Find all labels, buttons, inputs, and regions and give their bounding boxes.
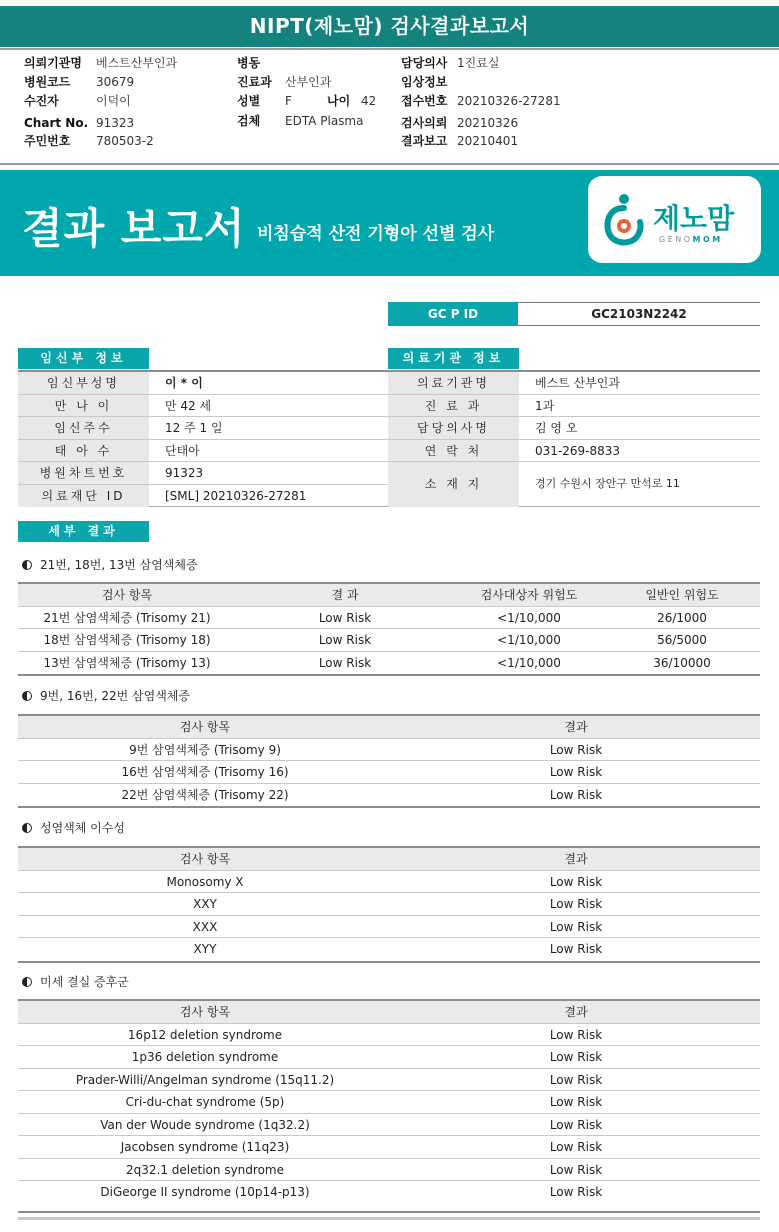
table-row bbox=[18, 1136, 760, 1159]
sex-value: F bbox=[285, 94, 292, 108]
chart-number-label: 병원차트번호 bbox=[18, 462, 149, 484]
test-result: Low Risk bbox=[549, 874, 603, 889]
table-row bbox=[18, 739, 760, 762]
col-header-item: 검사 항목 bbox=[179, 720, 231, 734]
header-divider-bottom bbox=[0, 163, 779, 165]
test-item: 16p12 deletion syndrome bbox=[127, 1027, 283, 1042]
clinic-info-table bbox=[388, 370, 760, 507]
general-risk: 36/10000 bbox=[653, 655, 711, 670]
hospital-code-label: 병원코드 bbox=[24, 75, 71, 89]
gc-id-box bbox=[388, 302, 760, 326]
table-header-row bbox=[18, 584, 760, 607]
patient-info-row bbox=[18, 485, 388, 508]
foundation-id-value: [SML] 20210326-27281 bbox=[165, 488, 307, 503]
section2-heading bbox=[22, 687, 190, 704]
test-result: Low Risk bbox=[549, 787, 603, 802]
sex-label: 성별 bbox=[237, 94, 261, 108]
header-info bbox=[24, 54, 764, 150]
banner-subtitle: 비침습적 산전 기형아 선별 검사 bbox=[257, 224, 495, 244]
clinic-contact-value: 031-269-8833 bbox=[535, 443, 621, 458]
test-result: Low Risk bbox=[318, 633, 372, 647]
gestation-value: 12 주 1 일 bbox=[165, 421, 223, 435]
patient-info-row bbox=[18, 372, 388, 395]
col-header-result: 결과 bbox=[564, 1005, 588, 1019]
clinic-contact-label: 연 락 처 bbox=[388, 440, 519, 462]
table-header-row bbox=[18, 716, 760, 739]
reception-no-value: 20210326-27281 bbox=[457, 94, 561, 108]
table-row bbox=[18, 1114, 760, 1137]
test-item: 16번 삼염색체증 (Trisomy 16) bbox=[121, 765, 289, 779]
patient-info-table bbox=[18, 370, 388, 507]
test-result: Low Risk bbox=[549, 1027, 603, 1042]
section3-table bbox=[18, 846, 760, 963]
patient-name-label: 임신부성명 bbox=[18, 372, 149, 394]
test-result: Low Risk bbox=[549, 1050, 603, 1064]
col-header-result: 결과 bbox=[564, 852, 588, 866]
clinic-doctor-value: 김 영 오 bbox=[535, 421, 578, 435]
section2-title: 9번, 16번, 22번 삼염색체증 bbox=[40, 689, 190, 703]
table-row bbox=[18, 784, 760, 807]
test-result: Low Risk bbox=[318, 610, 372, 625]
test-item: 18번 삼염색체증 (Trisomy 18) bbox=[43, 633, 211, 647]
chart-no-value: 91323 bbox=[96, 116, 135, 130]
patient-age-label: 만 나 이 bbox=[18, 395, 149, 417]
clinic-info-row bbox=[388, 440, 760, 463]
half-circle-icon bbox=[22, 977, 32, 987]
specimen-label: 검체 bbox=[237, 114, 261, 128]
test-item: Van der Woude syndrome (1q32.2) bbox=[100, 1117, 310, 1132]
patient-info-row bbox=[18, 395, 388, 418]
test-item: 21번 삼염색체증 (Trisomy 21) bbox=[43, 610, 211, 625]
test-result: Low Risk bbox=[549, 897, 603, 911]
test-item: 13번 삼염색체증 (Trisomy 13) bbox=[43, 655, 211, 670]
clinic-info-row bbox=[388, 462, 760, 507]
test-item: XYY bbox=[193, 942, 217, 956]
test-result: Low Risk bbox=[549, 1162, 603, 1177]
fetus-count-label: 태 아 수 bbox=[18, 440, 149, 462]
clinic-dept-value: 1과 bbox=[535, 398, 555, 413]
genomom-logo-icon bbox=[604, 190, 644, 246]
subject-risk: <1/10,000 bbox=[497, 610, 561, 625]
table-row bbox=[18, 1091, 760, 1114]
section3-heading bbox=[22, 819, 125, 836]
resident-no-label: 주민번호 bbox=[24, 134, 71, 148]
table-row bbox=[18, 1069, 760, 1092]
department-label: 진료과 bbox=[237, 75, 272, 89]
section3-title: 성염색체 이수성 bbox=[40, 821, 125, 835]
table-row bbox=[18, 1024, 760, 1047]
doctor-value: 1진료실 bbox=[457, 56, 500, 70]
col-header-result: 결 과 bbox=[331, 588, 359, 602]
hospital-value: 베스트산부인과 bbox=[96, 56, 178, 70]
col-header-item: 검사 항목 bbox=[101, 588, 153, 602]
test-item: 9번 삼염색체증 (Trisomy 9) bbox=[129, 742, 281, 757]
test-item: 22번 삼염색체증 (Trisomy 22) bbox=[121, 787, 289, 802]
half-circle-icon bbox=[22, 560, 32, 570]
test-result: Low Risk bbox=[549, 742, 603, 757]
clinic-address-label: 소 재 지 bbox=[388, 462, 519, 507]
chart-number-value: 91323 bbox=[165, 466, 204, 480]
header-divider-top bbox=[0, 48, 779, 50]
clinic-info-tab: 의료기관 정보 bbox=[388, 348, 519, 369]
section1-title: 21번, 18번, 13번 삼염색체증 bbox=[40, 558, 198, 572]
test-result: Low Risk bbox=[549, 1072, 603, 1087]
hospital-code-value: 30679 bbox=[96, 75, 135, 89]
clinic-name-label: 의료기관명 bbox=[388, 372, 519, 394]
patient-label: 수진자 bbox=[24, 94, 59, 108]
test-item: Prader-Willi/Angelman syndrome (15q11.2) bbox=[75, 1072, 335, 1087]
gc-id-label: GC P ID bbox=[388, 302, 518, 326]
table-header-row bbox=[18, 1001, 760, 1024]
col-header-result: 결과 bbox=[564, 720, 588, 734]
request-date-label: 검사의뢰 bbox=[401, 116, 448, 130]
department-value: 산부인과 bbox=[285, 75, 332, 89]
subject-risk: <1/10,000 bbox=[497, 655, 561, 670]
section1-table bbox=[18, 582, 760, 676]
clinic-doctor-label: 담당의사명 bbox=[388, 417, 519, 439]
table-row bbox=[18, 761, 760, 784]
fetus-count-value: 단태아 bbox=[165, 443, 200, 458]
test-item: Cri-du-chat syndrome (5p) bbox=[125, 1095, 285, 1109]
clinic-info-row bbox=[388, 417, 760, 440]
table-header-row bbox=[18, 848, 760, 871]
patient-name-value: 이 * 이 bbox=[165, 376, 203, 390]
test-item: XXX bbox=[192, 919, 218, 934]
logo-subtext bbox=[659, 235, 723, 244]
section4-heading bbox=[22, 973, 129, 990]
table-row bbox=[18, 607, 760, 630]
test-result: Low Risk bbox=[549, 919, 603, 934]
section1-heading bbox=[22, 556, 198, 573]
half-circle-icon bbox=[22, 823, 32, 833]
table-row bbox=[18, 1181, 760, 1204]
gestation-label: 임신주수 bbox=[18, 417, 149, 439]
section4-title: 미세 결실 증후군 bbox=[40, 975, 129, 989]
general-risk: 56/5000 bbox=[657, 633, 707, 647]
test-result: Low Risk bbox=[549, 942, 603, 956]
col-header-item: 검사 항목 bbox=[179, 852, 231, 866]
clinic-info-row bbox=[388, 372, 760, 395]
col-header-subject-risk: 검사대상자 위험도 bbox=[480, 588, 578, 602]
reception-no-label: 접수번호 bbox=[401, 94, 448, 108]
test-result: Low Risk bbox=[549, 1095, 603, 1109]
specimen-value: EDTA Plasma bbox=[285, 114, 364, 128]
table-row bbox=[18, 871, 760, 894]
ward-label: 병동 bbox=[237, 56, 261, 70]
general-risk: 26/1000 bbox=[657, 610, 707, 625]
test-item: 2q32.1 deletion syndrome bbox=[126, 1162, 284, 1177]
table-row bbox=[18, 938, 760, 961]
page-footer-bar bbox=[18, 1217, 760, 1220]
clinic-name-value: 베스트 산부인과 bbox=[535, 376, 620, 390]
table-row bbox=[18, 1159, 760, 1182]
chart-no-label: Chart No. bbox=[24, 116, 89, 130]
logo-sub-geno: GENO bbox=[659, 235, 693, 244]
table-row bbox=[18, 893, 760, 916]
table-row bbox=[18, 652, 760, 675]
patient-info-row bbox=[18, 440, 388, 463]
patient-info-row bbox=[18, 417, 388, 440]
report-title: NIPT(제노맘) 검사결과보고서 bbox=[0, 6, 779, 47]
test-item: 1p36 deletion syndrome bbox=[131, 1050, 279, 1064]
table-row bbox=[18, 916, 760, 939]
request-date-value: 20210326 bbox=[457, 116, 519, 130]
test-item: Monosomy X bbox=[166, 874, 244, 889]
logo-sub-mom: MOM bbox=[692, 235, 723, 244]
details-tab: 세부 결과 bbox=[18, 521, 149, 542]
subject-risk: <1/10,000 bbox=[497, 633, 561, 647]
logo-wordmark: 제노맘 bbox=[653, 202, 735, 235]
test-item: DiGeorge II syndrome (10p14-p13) bbox=[100, 1185, 310, 1199]
table-bottom-border bbox=[18, 1211, 760, 1213]
patient-value: 이덕이 bbox=[96, 94, 131, 108]
hospital-label: 의뢰기관명 bbox=[24, 56, 82, 70]
age-value: 42 bbox=[361, 94, 377, 108]
table-row bbox=[18, 629, 760, 652]
doctor-label: 담당의사 bbox=[401, 56, 448, 70]
clinic-address-value: 경기 수원시 장안구 만석로 11 bbox=[535, 477, 680, 490]
test-result: Low Risk bbox=[549, 765, 603, 779]
foundation-id-label: 의료재단 ID bbox=[18, 485, 149, 508]
gc-id-value: GC2103N2242 bbox=[518, 302, 760, 326]
half-circle-icon bbox=[22, 691, 32, 701]
test-item: XXY bbox=[193, 897, 217, 911]
clinic-dept-label: 진 료 과 bbox=[388, 395, 519, 417]
section2-table bbox=[18, 714, 760, 808]
report-date-label: 결과보고 bbox=[401, 134, 448, 148]
col-header-item: 검사 항목 bbox=[179, 1005, 231, 1019]
test-result: Low Risk bbox=[318, 655, 372, 670]
table-row bbox=[18, 1046, 760, 1069]
test-item: Jacobsen syndrome (11q23) bbox=[120, 1140, 290, 1154]
resident-no-value: 780503-2 bbox=[96, 134, 154, 148]
banner-title: 결과 보고서 bbox=[22, 204, 246, 253]
test-result: Low Risk bbox=[549, 1117, 603, 1132]
clinical-info-label: 임상정보 bbox=[401, 75, 448, 89]
report-date-value: 20210401 bbox=[457, 134, 519, 148]
test-result: Low Risk bbox=[549, 1185, 603, 1199]
col-header-general-risk: 일반인 위험도 bbox=[645, 588, 719, 602]
patient-info-row bbox=[18, 462, 388, 485]
section4-table bbox=[18, 999, 760, 1204]
clinic-info-row bbox=[388, 395, 760, 418]
patient-age-value: 만 42 세 bbox=[165, 398, 212, 413]
test-result: Low Risk bbox=[549, 1140, 603, 1154]
age-label: 나이 bbox=[327, 94, 351, 108]
patient-info-tab: 임신부 정보 bbox=[18, 348, 149, 369]
